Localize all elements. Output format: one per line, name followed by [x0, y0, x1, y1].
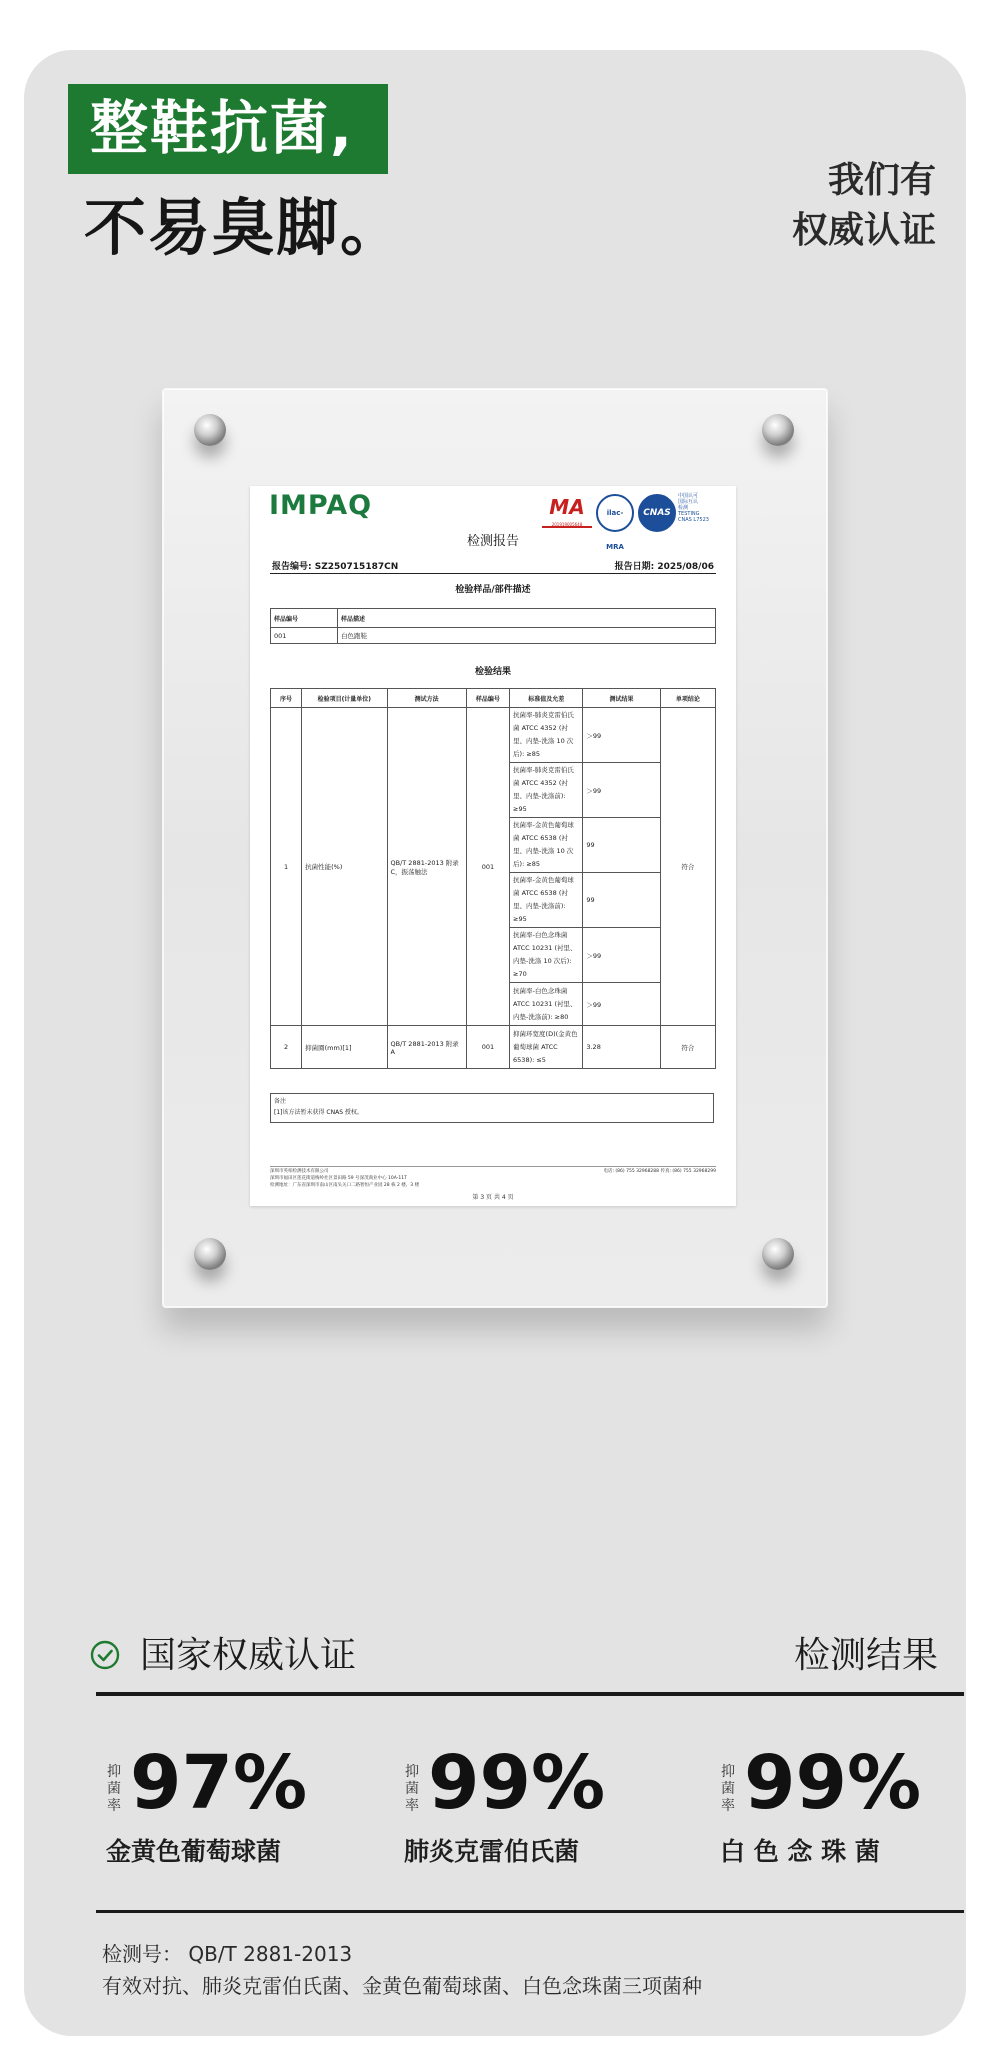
- result-table: [270, 688, 716, 1069]
- stat-name: 白 色 念 珠 菌: [720, 1837, 880, 1866]
- table-cell: ＞99: [583, 983, 660, 1026]
- page-number: 第 3 页 共 4 页: [472, 1194, 514, 1201]
- table-cell: 抗菌率-金黄色葡萄球菌 ATCC 6538 (衬里、内垫-洗涤前): ≥95: [510, 873, 583, 928]
- table-cell: 001: [271, 628, 338, 644]
- section-divider: [96, 1692, 964, 1696]
- stat-prefix: 抑菌率: [721, 1764, 735, 1814]
- table-cell: 抑菌环宽度(D)(金黄色葡萄球菌 ATCC 6538): ≤5: [510, 1026, 583, 1069]
- certification-heading: [90, 1632, 966, 1682]
- product-card: [24, 50, 966, 2036]
- table-cell: 001: [466, 1026, 509, 1069]
- table-row: [271, 1026, 716, 1069]
- headline-line-1: 整鞋抗菌,: [90, 94, 355, 162]
- report-date: 报告日期: 2025/08/06: [614, 562, 714, 572]
- table-cell: 抑菌圈(mm)[1]: [302, 1026, 387, 1069]
- bolt-icon: [194, 414, 226, 446]
- cma-logo: MA: [542, 494, 592, 528]
- table-cell: 抗菌率-肺炎克雷伯氏菌 ATCC 4352 (衬里、内垫-洗涤 10 次后): ≥85: [510, 708, 583, 763]
- table-cell: 白色跑鞋: [338, 628, 716, 644]
- test-report-document: [250, 486, 736, 1206]
- table-cell: 1: [271, 708, 302, 1026]
- table-cell: QB/T 2881-2013 附录A: [387, 1026, 466, 1069]
- stat-prefix: 抑菌率: [405, 1764, 419, 1814]
- certification-logos: [542, 492, 728, 551]
- table-row: [271, 708, 716, 763]
- authority-line-1: 我们有: [827, 160, 936, 201]
- table-cell: 2: [271, 1026, 302, 1069]
- table-header: 测试结果: [583, 689, 660, 708]
- footer-contact: 电话: (86) 755 32968288 传真: (86) 755 32968299: [603, 1169, 716, 1174]
- table-cell: 抗菌率-肺炎克雷伯氏菌 ATCC 4352 (衬里、内垫-洗涤前): ≥95: [510, 763, 583, 818]
- cnas-logo: CNAS: [638, 494, 676, 532]
- table-header: 样品编号: [466, 689, 509, 708]
- ilac-mra-logo: ilac-MRA: [596, 494, 634, 532]
- table-cell: 99: [583, 873, 660, 928]
- table-cell: ＞99: [583, 708, 660, 763]
- table-header: 测试方法: [387, 689, 466, 708]
- authority-line-2: 权威认证: [791, 210, 936, 251]
- table-header: 标准值及允差: [510, 689, 583, 708]
- cma-code: 201919005648: [551, 522, 583, 527]
- table-cell: 抗菌率-金黄色葡萄球菌 ATCC 6538 (衬里、内垫-洗涤 10 次后): ≥85: [510, 818, 583, 873]
- sample-section-title: 检验样品/部件描述: [455, 585, 531, 595]
- table-cell: 001: [466, 708, 509, 1026]
- stat-name: 肺炎克雷伯氏菌: [404, 1837, 580, 1866]
- table-header: 检验项目(计量单位): [302, 689, 387, 708]
- table-header: 样品描述: [338, 609, 716, 628]
- cnas-text: 中国认可 国际互认 检测 TESTING CNAS L7523: [678, 493, 709, 523]
- table-header: 单项结论: [660, 689, 715, 708]
- test-number: 检测号： QB/T 2881-2013: [102, 1942, 353, 1966]
- footer-divider: [270, 1166, 716, 1167]
- sample-table: [270, 608, 716, 644]
- table-cell: ＞99: [583, 928, 660, 983]
- result-section-title: 检验结果: [474, 667, 511, 677]
- test-result-label: 检测结果: [793, 1635, 938, 1676]
- table-cell: QB/T 2881-2013 附录C，振荡触法: [387, 708, 466, 1026]
- table-cell: 99: [583, 818, 660, 873]
- table-row: [271, 628, 716, 644]
- report-number: 报告编号: SZ250715187CN: [272, 562, 399, 572]
- note-title: 备注: [274, 1098, 287, 1105]
- bolt-icon: [762, 1238, 794, 1270]
- section-divider: [96, 1910, 964, 1913]
- report-title: 检测报告: [466, 534, 519, 549]
- stat-value: 99%: [428, 1740, 606, 1826]
- footer-address: 深圳市英柏检测技术有限公司 深圳市福田区莲花街道梅岭社区景田路 59 号深茂商业中心 10A-11T 检测地址：广东省深圳市南山区南头关口二路智恒产业园 28 栋 2 楼、3 楼: [270, 1169, 420, 1188]
- test-description: 有效对抗、肺炎克雷伯氏菌、金黄色葡萄球菌、白色念珠菌三项菌种: [102, 1974, 702, 1998]
- table-cell: ＞99: [583, 763, 660, 818]
- table-cell: 符合: [660, 708, 715, 1026]
- stat-value: 99%: [744, 1740, 922, 1826]
- bolt-icon: [762, 414, 794, 446]
- stat-prefix: 抑菌率: [107, 1764, 121, 1814]
- table-header: 样品编号: [271, 609, 338, 628]
- check-circle-icon: [90, 1640, 120, 1670]
- authority-tagline: [792, 156, 936, 256]
- report-note: [270, 1093, 714, 1123]
- bolt-icon: [194, 1238, 226, 1270]
- authority-certification-label: 国家权威认证: [140, 1635, 357, 1676]
- table-cell: 抗菌性能(%): [302, 708, 387, 1026]
- note-text: [1]该方法暂未获得 CNAS 授权。: [274, 1109, 363, 1116]
- divider: [270, 573, 716, 574]
- stat-value: 97%: [130, 1740, 308, 1826]
- table-cell: 抗菌率-白色念珠菌 ATCC 10231 (衬里、内垫-洗涤前): ≥80: [510, 983, 583, 1026]
- table-cell: 抗菌率-白色念珠菌 ATCC 10231 (衬里、内垫-洗涤 10 次后): ≥70: [510, 928, 583, 983]
- stat-name: 金黄色葡萄球菌: [106, 1837, 282, 1866]
- impaq-logo: IMPAQ: [269, 490, 373, 521]
- table-cell: 3.28: [583, 1026, 660, 1069]
- table-cell: 符合: [660, 1026, 715, 1069]
- table-header: 序号: [271, 689, 302, 708]
- headline-line-2: 不易臭脚。: [84, 191, 405, 264]
